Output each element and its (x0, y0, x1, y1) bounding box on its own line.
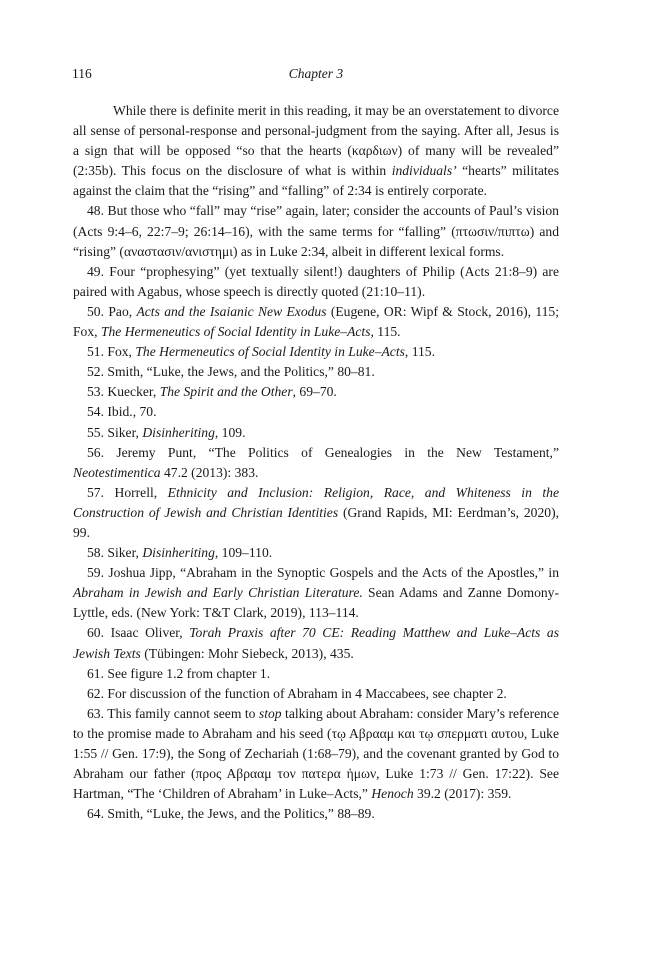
page-body (73, 101, 559, 824)
endnote-number: 58. (87, 545, 104, 561)
endnote-text: Acts and the Isaianic New Exodus (136, 303, 327, 319)
endnote-number: 54. (87, 404, 104, 420)
endnote (73, 443, 559, 483)
endnote-number: 49. (87, 263, 104, 279)
page-number: 116 (72, 66, 92, 81)
endnote-text: Sean Adams and Zanne Domony-Lyttle, eds. (New York: T&T Clark, 2019), 113–114. (73, 585, 560, 621)
endnote-text: For discussion of the function of Abraham in 4 Maccabees, see chapter 2. (107, 685, 507, 701)
endnote-text: talking about Abraham: consider Mary’s reference to the promise made to Abraham and his seed (τῳ Αβρααμ και τῳ σπερματι αυτου, Luke 1:55 // Gen. 17:9), the Song of Zechariah (1:68–79), and the covenant granted by God to Abraham our father (προς Αβρααμ τον πατερα ἡμων, Luke 1:73 // Gen. 17:22). See Hartman, “The ‘Children of Abraham’ in Luke–Acts,” (73, 705, 559, 802)
endnote-text: Four “prophesying” (yet textually silent!) daughters of Philip (Acts 21:8–9) are paired with Agabus, whose speech is directly quoted (21:10–11). (73, 263, 559, 299)
endnote (73, 483, 559, 543)
endnote-text: 47.2 (2013): 383. (160, 464, 259, 480)
endnote-text: Siker, (107, 545, 143, 561)
endnote-number: 53. (87, 384, 104, 400)
endnote-text: Neotestimentica (73, 464, 161, 480)
endnote-text: , 115. (404, 344, 435, 360)
endnote (73, 543, 559, 563)
endnote-text: The Hermeneutics of Social Identity in Luke–Acts (135, 344, 405, 360)
endnote-number: 52. (87, 364, 104, 380)
endnote-text: (Tübingen: Mohr Siebeck, 2013), 435. (140, 645, 354, 661)
endnote-number: 62. (87, 685, 104, 701)
endnote-text: Abraham in Jewish and Early Christian Literature. (73, 585, 363, 601)
endnote-text: 39.2 (2017): 359. (413, 786, 512, 802)
endnote-text: But those who “fall” may “rise” again, later; consider the accounts of Paul’s vision (Acts 9:4–6, 22:7–9; 26:14–16), with the same terms for “falling” (πτωσιν/πιπτω) and “rising” (αναστασιν/ανιστημι) as in Luke 2:34, albeit in different lexical forms. (73, 203, 559, 259)
endnote-text: Pao, (108, 303, 137, 319)
endnote-text: Disinheriting (142, 424, 215, 440)
endnote-text: stop (258, 705, 282, 721)
endnote-number: 51. (87, 344, 104, 360)
endnote-text: Joshua Jipp, “Abraham in the Synoptic Gospels and the Acts of the Apostles,” in (108, 565, 560, 581)
endnote-text: 109–110. (218, 545, 273, 561)
endnote-text: Ibid., 70. (107, 404, 157, 420)
endnote-text: , 115. (370, 324, 401, 340)
endnote-number: 50. (87, 303, 104, 319)
endnote (73, 423, 559, 443)
endnote-text: Kuecker, (107, 384, 160, 400)
endnote-text: , 69–70. (292, 384, 337, 400)
endnote-text: , 109. (214, 424, 246, 440)
endnote-text: Smith, “Luke, the Jews, and the Politics,” 88–89. (107, 806, 375, 822)
running-head: Chapter 3 (288, 66, 344, 81)
endnote-number: 61. (87, 665, 104, 681)
endnote-number: 57. (87, 484, 104, 500)
endnote-text: Fox, (107, 344, 136, 360)
endnote-text: Torah Praxis after 70 CE: Reading Matthew and Luke–Acts as Jewish Texts (73, 625, 560, 661)
endnote-text: Disinheriting, (142, 545, 219, 561)
endnote-text: Horrell, (114, 484, 168, 500)
endnote-text: Ethnicity and Inclusion: Religion, Race, and Whiteness in the Construction of Jewish and Christian Identities (73, 484, 559, 520)
endnote (73, 362, 559, 382)
endnote-number: 64. (87, 806, 104, 822)
endnote (73, 402, 559, 422)
endnote (73, 382, 559, 402)
endnote-text: This family cannot seem to (107, 705, 259, 721)
endnote-number: 60. (87, 625, 104, 641)
endnote (73, 262, 559, 302)
endnote-text: Henoch (371, 786, 414, 802)
endnote (73, 302, 559, 342)
endnote-text: Siker, (107, 424, 143, 440)
endnote-number: 63. (87, 705, 104, 721)
endnote (73, 342, 559, 362)
endnote-number: 59. (87, 565, 104, 581)
endnote-number: 56. (87, 444, 104, 460)
endnote-text: Jeremy Punt, “The Politics of Genealogies in the New Testament,” (116, 444, 559, 460)
endnote-text: Isaac Oliver, (110, 625, 190, 641)
endnote (73, 664, 559, 684)
endnote-text: Smith, “Luke, the Jews, and the Politics,” 80–81. (107, 364, 375, 380)
endnote (73, 623, 559, 663)
endnote (73, 704, 559, 804)
endnote (73, 804, 559, 824)
endnote-text: The Hermeneutics of Social Identity in Luke–Acts (100, 324, 371, 340)
endnote (73, 684, 559, 704)
endnote (73, 563, 559, 623)
endnote-number: 55. (87, 424, 104, 440)
endnote (73, 201, 559, 261)
endnote-text: (Grand Rapids, MI: Eerdman’s, 2020), 99. (73, 504, 559, 540)
endnote-number: 48. (87, 203, 104, 219)
endnote-text: See figure 1.2 from chapter 1. (107, 665, 271, 681)
endnote-text: The Spirit and the Other (159, 384, 293, 400)
endnotes-list (73, 201, 559, 824)
page-header (72, 66, 560, 86)
endnote-text: (Eugene, OR: Wipf & Stock, 2016), 115; Fox, (73, 303, 560, 340)
body-paragraph: While there is definite merit in this reading, it may be an overstatement to divorce all sense of personal-response and personal-judgment from the saying. After all, Jesus is a sign that will be opposed “so that the hearts (καρδιων) of many will be revealed” (2:35b). This focus on the disclosure of what is within individuals’ “hearts” militates against the claim that the “rising” and “falling” of 2:34 is entirely corporate. (73, 103, 559, 199)
